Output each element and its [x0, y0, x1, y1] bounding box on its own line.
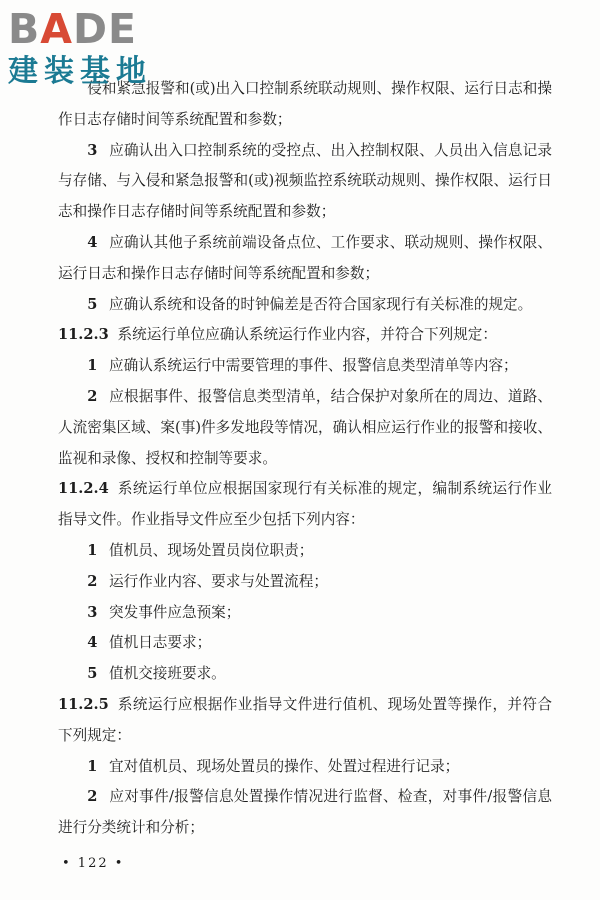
list-item: 2 应对事件/报警信息处置操作情况进行监督、检查，对事件/报警信息进行分类统计和分析；: [58, 788, 552, 837]
list-item: 1 值机员、现场处置员岗位职责；: [87, 541, 314, 559]
list-item: 2 应根据事件、报警信息类型清单，结合保护对象所在的周边、道路、人流密集区域、案(事)件多发地段等情况，确认相应运行作业的报警和接收、监视和录像、授权和控制等要求。: [58, 387, 552, 467]
list-item: 3 应确认出入口控制系统的受控点、出入控制权限、人员出入信息记录与存储、与入侵和紧急报警和(或)视频监控系统联动规则、操作权限、运行日志和操作日志存储时间等系统配置和参数；: [58, 141, 552, 221]
list-item: 3 突发事件应急预案；: [87, 603, 241, 621]
list-item: 5 应确认系统和设备的时钟偏差是否符合国家现行有关标准的规定。: [87, 295, 533, 313]
page-number: • 122 •: [62, 856, 125, 871]
clause-11-2-3: 11.2.3 系统运行单位应确认系统运行作业内容，并符合下列规定：: [58, 326, 497, 344]
logo-chinese: 建装基地: [8, 54, 152, 89]
clause-11-2-5: 11.2.5 系统运行应根据作业指导文件进行值机、现场处置等操作，并符合下列规定：: [58, 695, 552, 744]
bade-logo: [8, 6, 178, 98]
list-item: 1 应确认系统运行中需要管理的事件、报警信息类型清单等内容；: [87, 357, 518, 375]
list-item: 1 宜对值机员、现场处置员的操作、处置过程进行记录；: [87, 757, 460, 775]
list-item: 5 值机交接班要求。: [87, 665, 226, 683]
document-body: [58, 74, 552, 844]
list-item: 2 运行作业内容、要求与处置流程；: [87, 572, 328, 590]
list-item: 4 值机日志要求；: [87, 634, 212, 652]
clause-11-2-4: 11.2.4 系统运行单位应根据国家现行有关标准的规定，编制系统运行作业指导文件。作业指导文件应至少包括下列内容：: [58, 480, 552, 529]
list-item: 4 应确认其他子系统前端设备点位、工作要求、联动规则、操作权限、运行日志和操作日志存储时间等系统配置和参数；: [58, 233, 552, 282]
paragraph-continuation: 侵和紧急报警和(或)出入口控制系统联动规则、操作权限、运行日志和操作日志存储时间等系统配置和参数；: [58, 80, 552, 128]
logo-wordmark: BADE: [8, 5, 138, 53]
